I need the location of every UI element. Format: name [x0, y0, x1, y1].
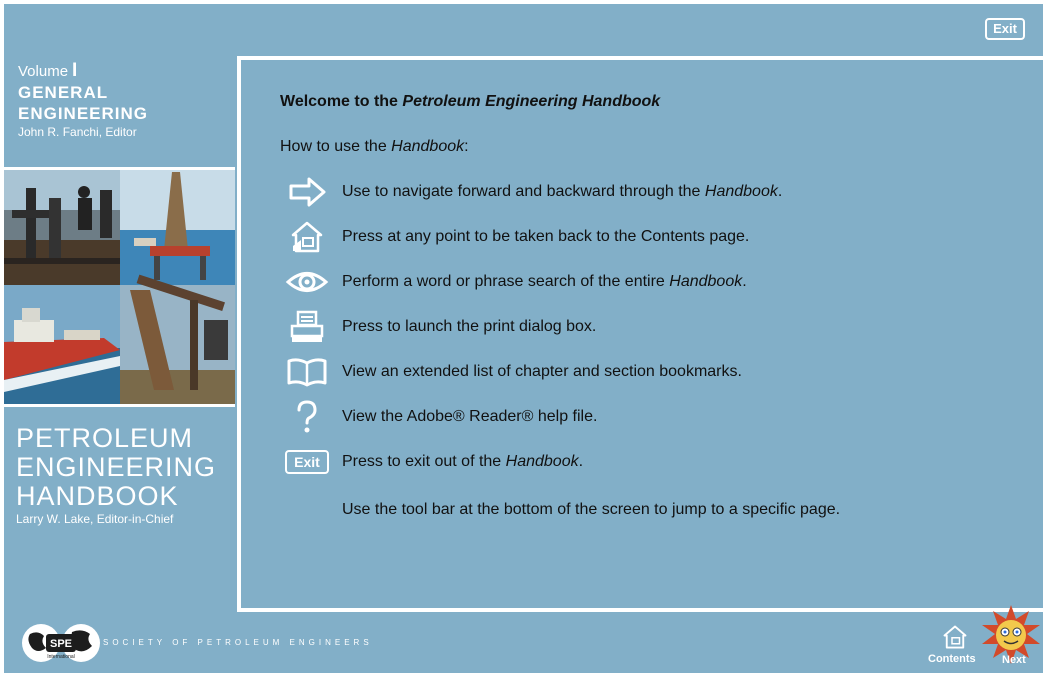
item-text: View the Adobe® Reader® help file.	[342, 408, 598, 425]
spe-logo	[20, 622, 102, 669]
instruction-row-help	[284, 400, 984, 434]
exit-icon: Exit	[285, 450, 329, 474]
volume-editor: John R. Fanchi, Editor	[18, 125, 137, 139]
volume-label: Volume	[18, 63, 69, 80]
logo-sub: International	[47, 654, 75, 660]
item-em: Handbook	[505, 453, 579, 470]
handbook-title	[16, 424, 216, 511]
home-icon	[940, 622, 970, 652]
howto-em: Handbook	[391, 138, 465, 155]
printer-icon	[284, 310, 330, 344]
collage-image	[4, 170, 235, 404]
arrow-right-icon	[284, 175, 330, 209]
handbook-screen	[4, 4, 1043, 673]
item-suffix: .	[578, 453, 584, 470]
home-icon	[284, 220, 330, 254]
book-icon	[284, 355, 330, 389]
instruction-row-navigate	[284, 175, 984, 209]
handbook-title-line2: ENGINEERING	[16, 452, 217, 482]
contents-button[interactable]	[926, 622, 982, 668]
item-suffix: .	[777, 183, 783, 200]
item-text: Perform a word or phrase search of the entire	[342, 273, 670, 290]
volume-number: I	[72, 60, 78, 81]
item-text: View an extended list of chapter and section bookmarks.	[342, 363, 742, 380]
eye-icon	[284, 265, 330, 299]
instruction-row-search	[284, 265, 984, 299]
instruction-row-exit	[284, 445, 984, 479]
item-em: Handbook	[704, 183, 778, 200]
item-text: Use to navigate forward and backward through the	[342, 183, 705, 200]
next-label: Next	[1002, 654, 1026, 666]
howto-suffix: :	[464, 138, 469, 155]
item-suffix: .	[742, 273, 747, 290]
item-text: Press to exit out of the	[342, 453, 506, 470]
welcome-prefix: Welcome to the	[280, 93, 403, 110]
howto-heading	[280, 138, 469, 156]
volume-info	[18, 60, 228, 139]
instruction-row-bookmarks	[284, 355, 984, 389]
contents-label: Contents	[928, 653, 976, 665]
welcome-heading	[280, 93, 660, 111]
item-text: Press at any point to be taken back to the Contents page.	[342, 228, 750, 245]
instruction-row-print	[284, 310, 984, 344]
next-button[interactable]	[980, 604, 1042, 670]
volume-title-line1: GENERAL	[18, 83, 109, 102]
logo-text: SPE	[49, 638, 73, 650]
cover-photo-collage	[4, 167, 235, 407]
volume-title-line2: ENGINEERING	[18, 104, 149, 123]
society-name: SOCIETY OF PETROLEUM ENGINEERS	[103, 638, 373, 647]
handbook-title-line3: HANDBOOK	[16, 481, 179, 511]
instruction-row-contents	[284, 220, 984, 254]
handbook-title-line1: PETROLEUM	[16, 423, 194, 453]
handbook-editor: Larry W. Lake, Editor-in-Chief	[16, 512, 174, 526]
question-icon	[284, 400, 330, 434]
exit-button[interactable]: Exit	[985, 18, 1025, 40]
welcome-title: Petroleum Engineering Handbook	[402, 93, 661, 110]
item-em: Handbook	[669, 273, 743, 290]
toolbar-note: Use the tool bar at the bottom of the screen to jump to a specific page.	[342, 501, 841, 518]
item-text: Press to launch the print dialog box.	[342, 318, 597, 335]
howto-prefix: How to use the	[280, 138, 392, 155]
